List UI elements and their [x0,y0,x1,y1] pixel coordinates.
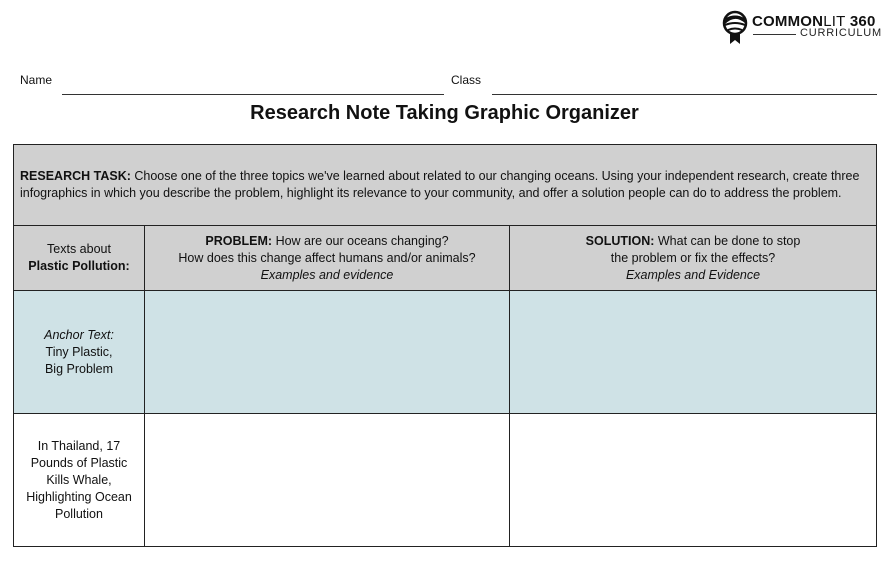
problem-header-line1 [145,233,509,250]
brand-subtitle: CURRICULUM [800,27,882,39]
text-title-line1: In Thailand, 17 [37,438,121,453]
texts-header-line2: Plastic Pollution: [28,259,130,273]
problem-question-2: How does this change affect humans and/or animals? [178,250,476,265]
solution-header-line1 [510,233,876,250]
name-label: Name [20,73,53,87]
brand-divider [753,34,796,35]
text-title-line5: Pollution [55,506,103,521]
class-label: Class [451,73,482,87]
texts-column-header [14,226,145,291]
anchor-problem-notes[interactable] [145,291,510,414]
text-title-line4: Highlighting Ocean [26,489,132,504]
text-title-cell [14,414,145,547]
name-field[interactable] [62,94,444,95]
research-task-label: RESEARCH TASK: [20,169,131,183]
solution-label: SOLUTION: [585,233,655,248]
problem-label: PROBLEM: [205,233,273,248]
solution-question-1: What can be done to stop [657,233,801,248]
texts-header-line1: Texts about [47,242,111,256]
text-title-line3: Kills Whale, [46,472,112,487]
text-problem-notes[interactable] [145,414,510,547]
text-solution-notes[interactable] [510,414,877,547]
research-task-cell [14,145,877,226]
anchor-title-line1: Tiny Plastic, [45,344,113,359]
text-title-line2: Pounds of Plastic [30,455,128,470]
page-title: Research Note Taking Graphic Organizer [250,102,639,124]
table-row [14,291,877,414]
solution-examples-note: Examples and Evidence [625,267,761,282]
anchor-text-cell [14,291,145,414]
solution-question-2: the problem or fix the effects? [610,250,776,265]
solution-column-header [510,226,877,291]
class-field[interactable] [492,94,877,95]
table-row [14,414,877,547]
research-task-text: Choose one of the three topics we've learned about related to our changing oceans. Using your independent research, create three infographics in which you describe the problem, highlight its relevance to your community, and offer a solution people can do to address the problem. [20,169,860,200]
brand-name: COMMONLIT 360 [752,13,876,30]
problem-question-1: How are our oceans changing? [275,233,449,248]
commonlit-logo [722,10,882,46]
organizer-table [13,144,877,547]
problem-column-header [145,226,510,291]
anchor-title-line2: Big Problem [44,361,114,376]
anchor-text-label: Anchor Text: [44,327,114,342]
problem-examples-note: Examples and evidence [260,267,394,282]
globe-ribbon-icon [722,10,748,46]
anchor-solution-notes[interactable] [510,291,877,414]
